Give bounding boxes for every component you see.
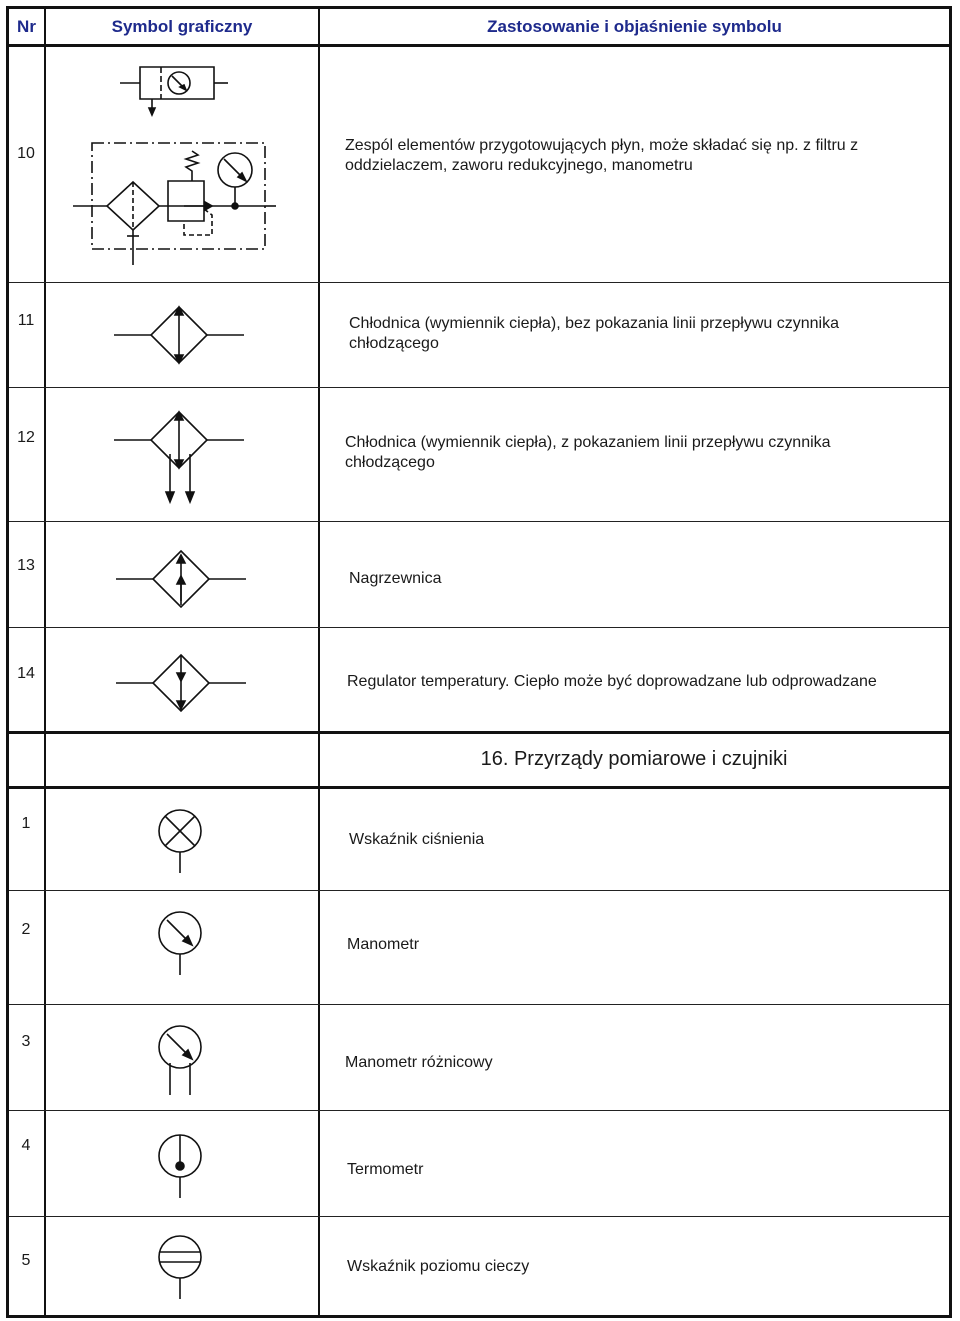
- row-description: Zespól elementów przygotowujących płyn, może składać się np. z filtru z oddzielaczem, zaworu redukcyjnego, manometru: [345, 137, 859, 174]
- row-description: Termometr: [347, 1161, 424, 1178]
- row-description: Manometr: [347, 936, 420, 953]
- row-description: Wskaźnik ciśnienia: [349, 831, 485, 848]
- header-nr: Nr: [17, 17, 36, 36]
- temperature-regulator-icon: [116, 653, 246, 713]
- row-number: 3: [21, 1033, 31, 1050]
- row-description: Manometr różnicowy: [345, 1054, 493, 1071]
- row-number: 5: [21, 1252, 31, 1269]
- row-divider: [9, 786, 949, 789]
- fluid-preparation-unit-icon: [64, 59, 274, 269]
- row-description: Chłodnica (wymiennik ciepła), bez pokazania linii przepływu czynnika chłodzącego: [349, 315, 840, 352]
- row-divider: [9, 282, 949, 283]
- row-divider: [9, 1216, 949, 1217]
- row-number: 4: [21, 1137, 31, 1154]
- row-number: 2: [21, 921, 31, 938]
- row-divider: [9, 44, 949, 47]
- row-number: 11: [17, 312, 35, 329]
- row-divider: [9, 521, 949, 522]
- row-number: 14: [17, 665, 35, 682]
- row-description: Chłodnica (wymiennik ciepła), z pokazaniem linii przepływu czynnika chłodzącego: [345, 434, 831, 471]
- liquid-level-indicator-icon: [154, 1231, 206, 1301]
- row-divider: [9, 1004, 949, 1005]
- section-title: 16. Przyrządy pomiarowe i czujniki: [480, 748, 788, 770]
- cooler-icon: [114, 305, 244, 365]
- manometer-icon: [154, 907, 206, 977]
- heater-icon: [116, 549, 246, 609]
- row-divider: [9, 890, 949, 891]
- row-divider: [9, 1110, 949, 1111]
- row-number: 1: [21, 815, 31, 832]
- symbol-table: [6, 6, 952, 1318]
- row-number: 10: [17, 145, 35, 162]
- header-symbol: Symbol graficzny: [111, 17, 253, 36]
- thermometer-icon: [154, 1130, 206, 1200]
- row-divider: [9, 627, 949, 628]
- pressure-indicator-icon: [154, 805, 206, 875]
- row-description: Wskaźnik poziomu cieczy: [347, 1258, 530, 1275]
- row-description: Regulator temperatury. Ciepło może być doprowadzane lub odprowadzane: [347, 673, 877, 690]
- differential-manometer-icon: [154, 1021, 206, 1097]
- header-description: Zastosowanie i objaśnienie symbolu: [487, 17, 782, 36]
- row-number: 12: [17, 429, 35, 446]
- cooler-with-flow-lines-icon: [114, 410, 244, 502]
- column-divider: [318, 9, 320, 1315]
- row-number: 13: [17, 557, 35, 574]
- row-divider: [9, 387, 949, 388]
- row-description: Nagrzewnica: [349, 570, 442, 587]
- column-divider: [44, 9, 46, 1315]
- row-divider: [9, 731, 949, 734]
